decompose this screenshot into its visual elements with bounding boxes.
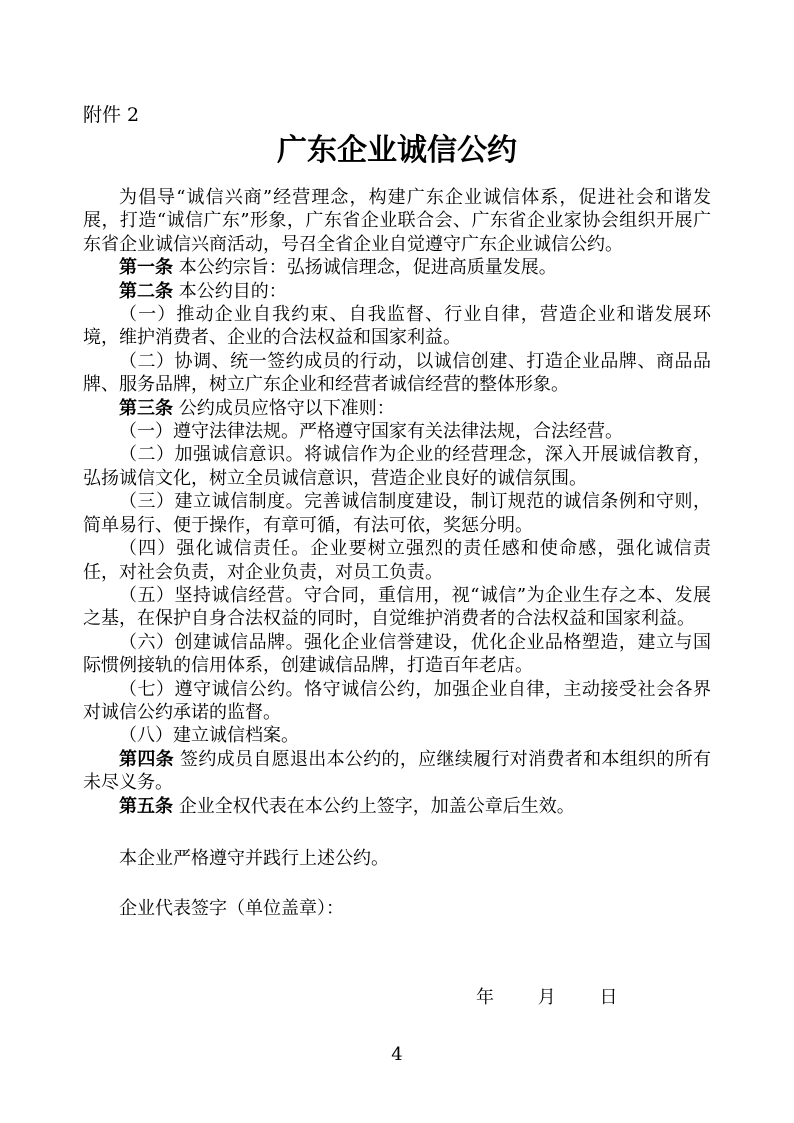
article-3-item: （五）坚持诚信经营。守合同，重信用，视“诚信”为企业生存之本、发展之基，在保护自身合法权益的同时，自觉维护消费者的合法权益和国家利益。 bbox=[83, 584, 711, 630]
article-4 bbox=[83, 748, 711, 795]
intro-paragraph: 为倡导“诚信兴商”经营理念，构建广东企业诚信体系，促进社会和谐发展，打造“诚信广东”形象，广东省企业联合会、广东省企业家协会组织开展广东省企业诚信兴商活动，号召全省企业自觉遵守广东企业诚信公约。 bbox=[83, 187, 711, 255]
attachment-label: 附件 2 bbox=[83, 104, 140, 126]
article-3 bbox=[83, 397, 711, 420]
article-1-label: 第一条 bbox=[119, 257, 173, 279]
article-2-item: （一）推动企业自我约束、自我监督、行业自律，营造企业和谐发展环境，维护消费者、企业的合法权益和国家利益。 bbox=[83, 304, 711, 349]
signature-label: 企业代表签字（单位盖章）： bbox=[119, 898, 344, 919]
article-3-item: （一）遵守法律法规。严格遵守国家有关法律法规，合法经营。 bbox=[119, 421, 623, 443]
article-3-item: （三）建立诚信制度。完善诚信制度建设，制订规范的诚信条例和守则，简单易行、便于操作，有章可循，有法可依，奖惩分明。 bbox=[83, 491, 711, 536]
article-3-item: （六）创建诚信品牌。强化企业信誉建设，优化企业品格塑造，建立与国际惯例接轨的信用体系，创建诚信品牌，打造百年老店。 bbox=[83, 631, 711, 677]
article-2-text: 本公约目的： bbox=[178, 280, 287, 302]
article-3-item: （四）强化诚信责任。企业要树立强烈的责任感和使命感，强化诚信责任，对社会负责，对企业负责，对员工负责。 bbox=[83, 538, 711, 583]
date-month: 月 bbox=[537, 987, 556, 1008]
pledge-statement: 本企业严格遵守并践行上述公约。 bbox=[119, 848, 389, 869]
article-3-item: （七）遵守诚信公约。恪守诚信公约，加强企业自律，主动接受社会各界对诚信公约承诺的监督。 bbox=[83, 678, 711, 723]
article-1 bbox=[83, 256, 711, 279]
document-body bbox=[83, 186, 711, 818]
document-title: 广东企业诚信公约 bbox=[277, 133, 517, 168]
article-4-label: 第四条 bbox=[119, 748, 174, 770]
article-2-label: 第二条 bbox=[119, 280, 173, 302]
page-number: 4 bbox=[391, 1044, 403, 1065]
article-2 bbox=[83, 280, 711, 303]
article-3-label: 第三条 bbox=[119, 397, 173, 419]
article-3-item: （八）建立诚信档案。 bbox=[119, 725, 299, 747]
date-day: 日 bbox=[599, 987, 618, 1008]
date-year: 年 bbox=[476, 987, 494, 1008]
article-1-text: 本公约宗旨：弘扬诚信理念，促进高质量发展。 bbox=[178, 257, 557, 279]
article-2-item: （二）协调、统一签约成员的行动，以诚信创建、打造企业品牌、商品品牌、服务品牌，树立广东企业和经营者诚信经营的整体形象。 bbox=[83, 350, 711, 396]
article-5 bbox=[83, 795, 711, 818]
article-5-text: 企业全权代表在本公约上签字，加盖公章后生效。 bbox=[178, 795, 575, 817]
article-5-label: 第五条 bbox=[119, 795, 173, 817]
article-4-text: 签约成员自愿退出本公约的，应继续履行对消费者和本组织的所有未尽义务。 bbox=[83, 748, 711, 794]
date-line bbox=[476, 986, 617, 1010]
article-3-text: 公约成员应恪守以下准则： bbox=[178, 397, 395, 419]
article-3-item: （二）加强诚信意识。将诚信作为企业的经营理念，深入开展诚信教育，弘扬诚信文化，树立全员诚信意识，营造企业良好的诚信氛围。 bbox=[83, 444, 711, 489]
